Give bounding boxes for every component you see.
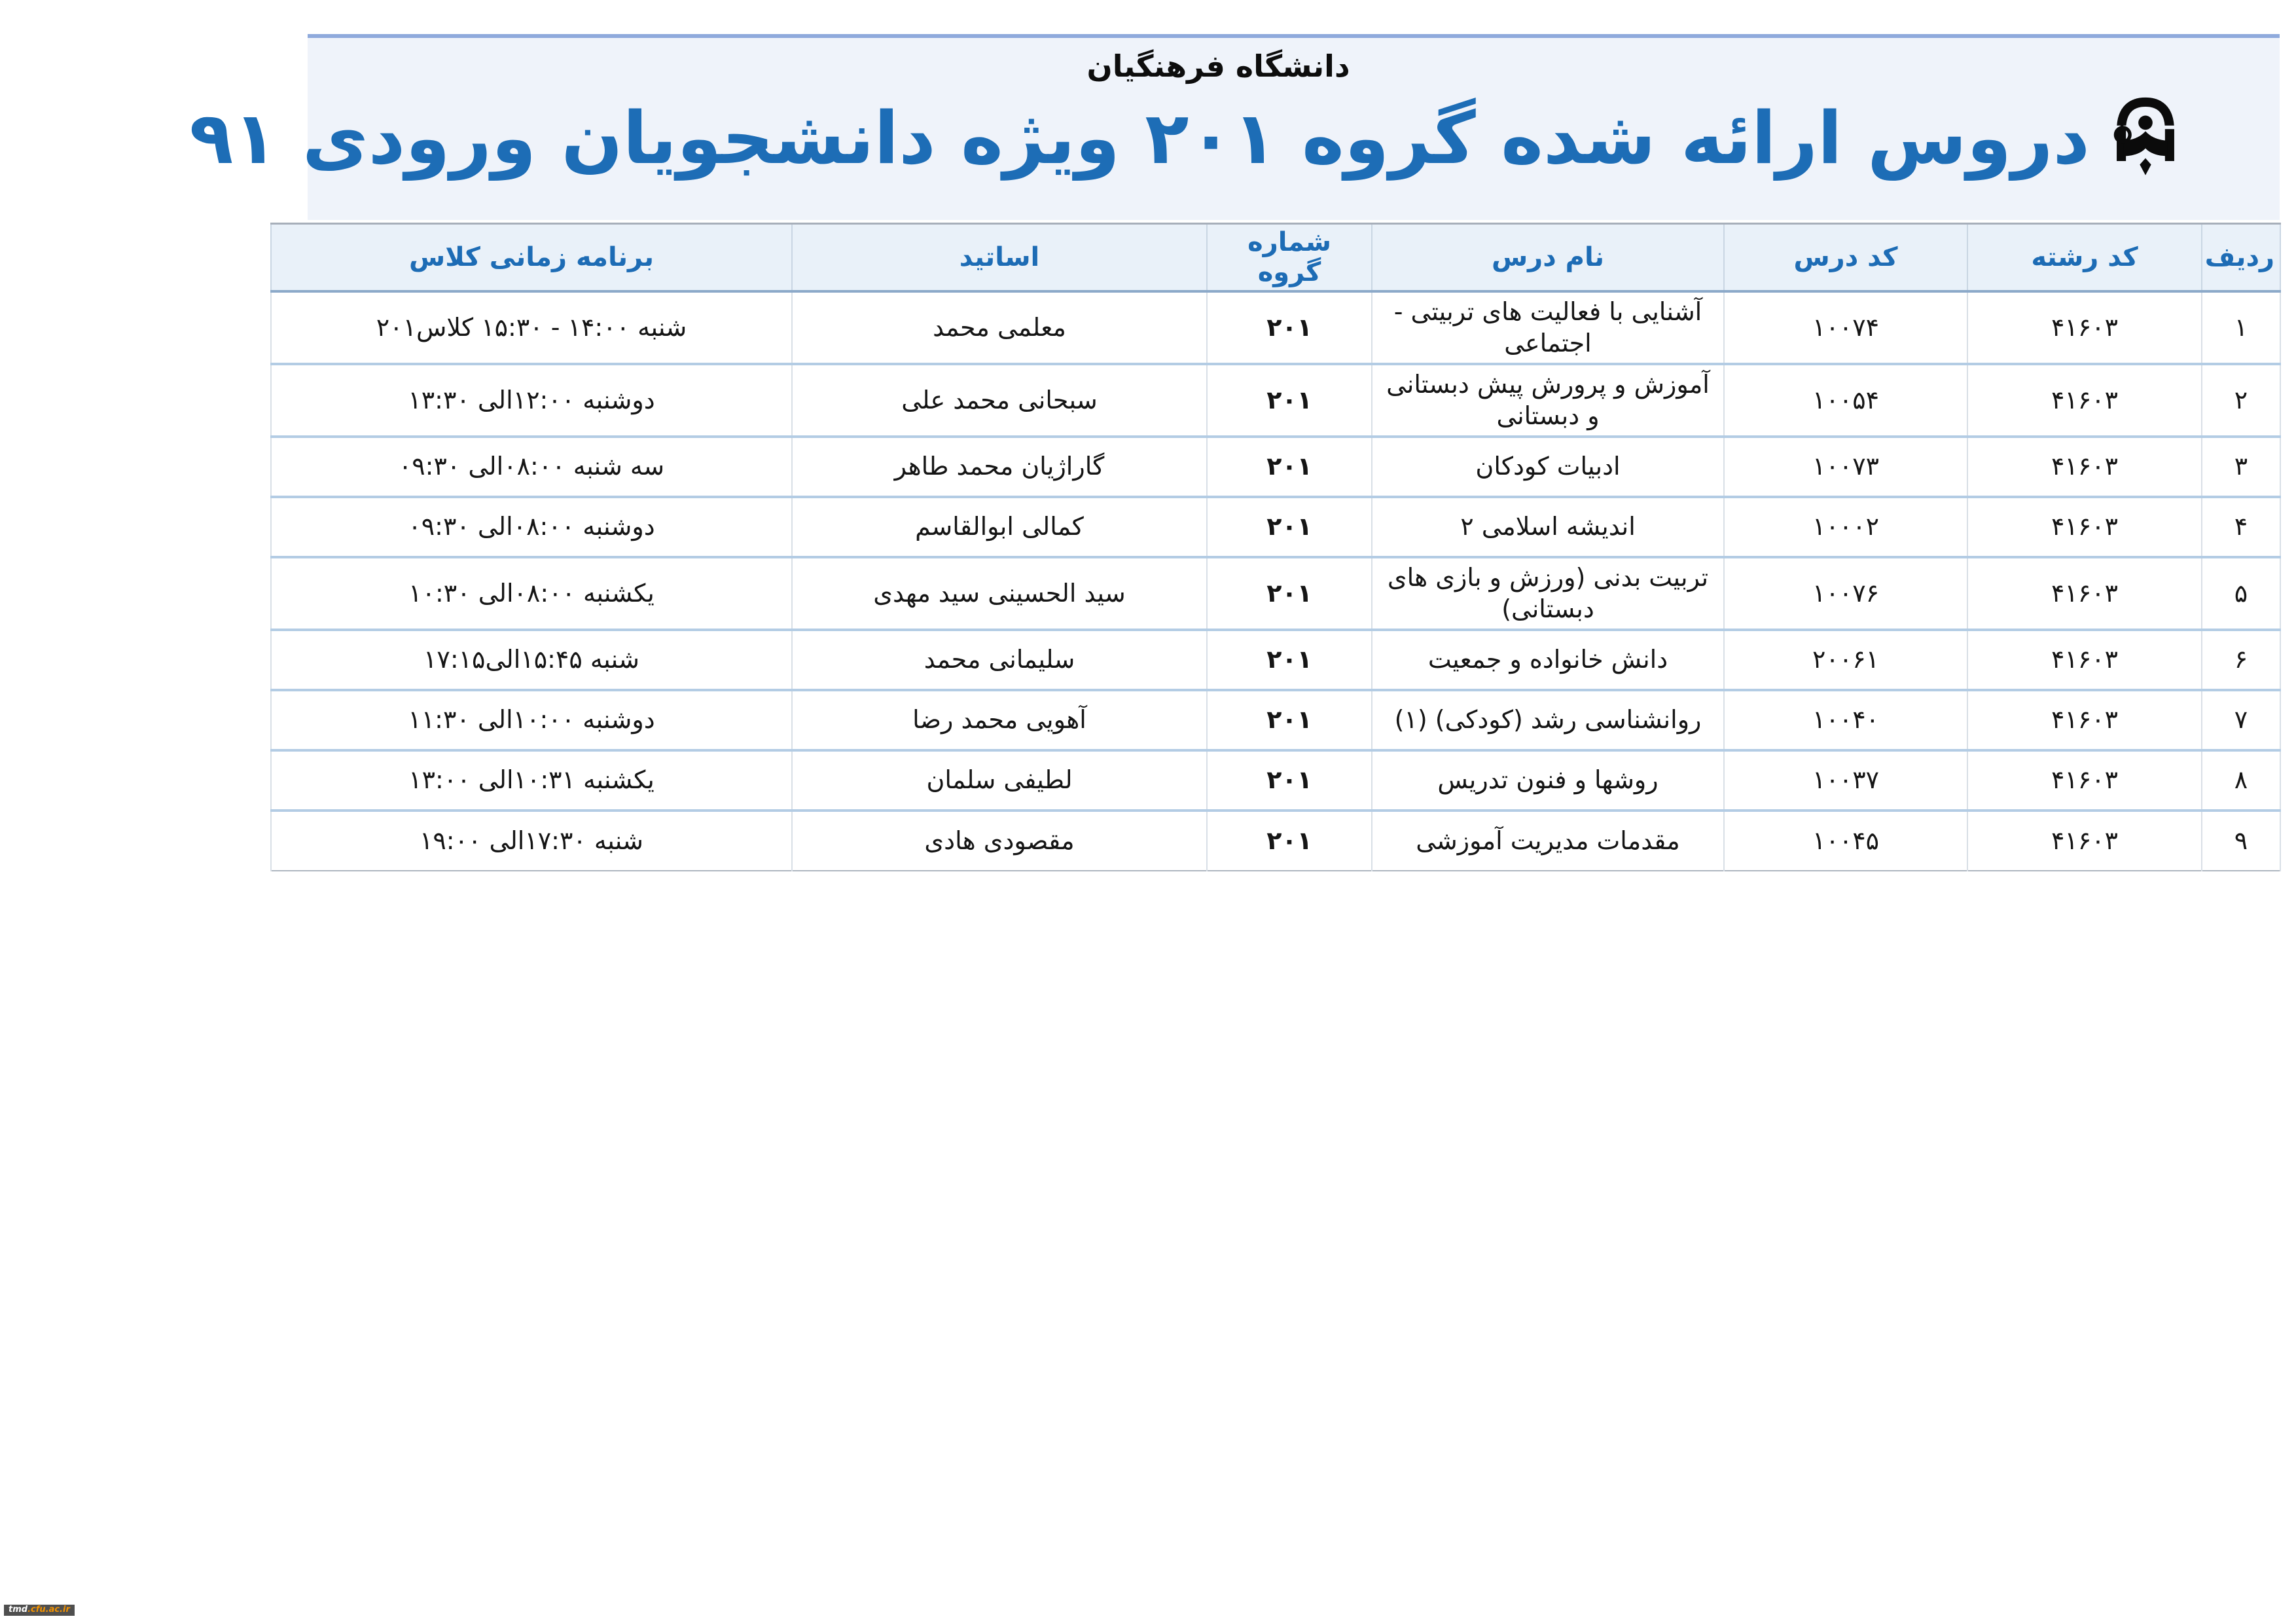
cell-group: ۲۰۱ [1207, 497, 1372, 557]
header-band [189, 34, 2280, 220]
cell-schedule: دوشنبه ۱۲:۰۰الی ۱۳:۳۰ [271, 364, 792, 437]
cell-schedule: شنبه ۱۴:۰۰ - ۱۵:۳۰ کلاس۲۰۱ [271, 291, 792, 364]
university-name: دانشگاه فرهنگیان [1086, 48, 1350, 84]
cell-group: ۲۰۱ [1207, 630, 1372, 690]
cell-reshte: ۴۱۶۰۳ [1967, 364, 2202, 437]
cell-reshte: ۴۱۶۰۳ [1967, 630, 2202, 690]
column-header-radif: ردیف [2202, 224, 2280, 292]
table-row [271, 750, 2280, 811]
cell-radif: ۱ [2202, 291, 2280, 364]
table-row [271, 811, 2280, 871]
table-row [271, 437, 2280, 497]
cell-schedule: دوشنبه ۰۸:۰۰الی ۰۹:۳۰ [271, 497, 792, 557]
cell-group: ۲۰۱ [1207, 690, 1372, 750]
table-row [271, 557, 2280, 630]
courses-table [270, 223, 2281, 871]
cell-reshte: ۴۱۶۰۳ [1967, 497, 2202, 557]
cell-code: ۱۰۰۳۷ [1724, 750, 1967, 811]
cell-code: ۱۰۰۰۲ [1724, 497, 1967, 557]
cell-schedule: شنبه ۱۵:۴۵الی۱۷:۱۵ [271, 630, 792, 690]
cell-code: ۱۰۰۷۳ [1724, 437, 1967, 497]
cell-radif: ۲ [2202, 364, 2280, 437]
table-row [271, 291, 2280, 364]
cell-ostad: آهویی محمد رضا [792, 690, 1207, 750]
cell-ostad: سلیمانی محمد [792, 630, 1207, 690]
cell-group: ۲۰۱ [1207, 811, 1372, 871]
column-header-name: نام درس [1372, 224, 1724, 292]
cell-ostad: سید الحسینی سید مهدی [792, 557, 1207, 630]
table-row [271, 630, 2280, 690]
page-title: دروس ارائه شده گروه ۲۰۱ ویژه دانشجویان ورودی ۹۱ [189, 96, 2090, 181]
university-logo-icon [2109, 94, 2181, 178]
cell-code: ۱۰۰۷۶ [1724, 557, 1967, 630]
cell-schedule: شنبه ۱۷:۳۰الی ۱۹:۰۰ [271, 811, 792, 871]
cell-reshte: ۴۱۶۰۳ [1967, 690, 2202, 750]
cell-name: آشنایی با فعالیت های تربیتی - اجتماعی [1372, 291, 1724, 364]
badge-suffix: .cfu.ac.ir [27, 1605, 70, 1614]
cell-code: ۱۰۰۴۵ [1724, 811, 1967, 871]
table-row [271, 497, 2280, 557]
cell-radif: ۸ [2202, 750, 2280, 811]
cell-name: اندیشه اسلامی ۲ [1372, 497, 1724, 557]
cell-group: ۲۰۱ [1207, 291, 1372, 364]
cell-ostad: معلمی محمد [792, 291, 1207, 364]
cell-reshte: ۴۱۶۰۳ [1967, 291, 2202, 364]
cell-radif: ۵ [2202, 557, 2280, 630]
cell-ostad: سبحانی محمد علی [792, 364, 1207, 437]
cell-schedule: یکشنبه ۱۰:۳۱الی ۱۳:۰۰ [271, 750, 792, 811]
column-header-ostad: اساتید [792, 224, 1207, 292]
column-header-schedule: برنامه زمانی کلاس [271, 224, 792, 292]
cell-group: ۲۰۱ [1207, 364, 1372, 437]
cell-radif: ۷ [2202, 690, 2280, 750]
cell-name: تربیت بدنی (ورزش و بازی های دبستانی) [1372, 557, 1724, 630]
cell-reshte: ۴۱۶۰۳ [1967, 437, 2202, 497]
cell-radif: ۹ [2202, 811, 2280, 871]
watermark-badge [4, 1605, 75, 1616]
cell-group: ۲۰۱ [1207, 557, 1372, 630]
cell-reshte: ۴۱۶۰۳ [1967, 811, 2202, 871]
badge-prefix: tmd [9, 1605, 28, 1614]
cell-code: ۱۰۰۴۰ [1724, 690, 1967, 750]
cell-schedule: یکشنبه ۰۸:۰۰الی ۱۰:۳۰ [271, 557, 792, 630]
cell-code: ۱۰۰۷۴ [1724, 291, 1967, 364]
cell-name: روانشناسی رشد (کودکی) (۱) [1372, 690, 1724, 750]
cell-name: مقدمات مدیریت آموزشی [1372, 811, 1724, 871]
cell-reshte: ۴۱۶۰۳ [1967, 750, 2202, 811]
cell-name: روشها و فنون تدریس [1372, 750, 1724, 811]
cell-code: ۲۰۰۶۱ [1724, 630, 1967, 690]
header-content [189, 38, 2090, 220]
cell-name: آموزش و پرورش پیش دبستانی و دبستانی [1372, 364, 1724, 437]
cell-radif: ۴ [2202, 497, 2280, 557]
table-row [271, 690, 2280, 750]
cell-schedule: دوشنبه ۱۰:۰۰الی ۱۱:۳۰ [271, 690, 792, 750]
cell-radif: ۳ [2202, 437, 2280, 497]
table-row [271, 364, 2280, 437]
cell-radif: ۶ [2202, 630, 2280, 690]
column-header-code: کد درس [1724, 224, 1967, 292]
cell-group: ۲۰۱ [1207, 750, 1372, 811]
cell-group: ۲۰۱ [1207, 437, 1372, 497]
cell-name: ادبیات کودکان [1372, 437, 1724, 497]
cell-reshte: ۴۱۶۰۳ [1967, 557, 2202, 630]
cell-code: ۱۰۰۵۴ [1724, 364, 1967, 437]
column-header-reshte: کد رشته [1967, 224, 2202, 292]
cell-name: دانش خانواده و جمعیت [1372, 630, 1724, 690]
cell-ostad: لطیفی سلمان [792, 750, 1207, 811]
cell-ostad: مقصودی هادی [792, 811, 1207, 871]
cell-ostad: گاراژیان محمد طاهر [792, 437, 1207, 497]
table-header-row [271, 224, 2280, 292]
cell-ostad: کمالی ابوالقاسم [792, 497, 1207, 557]
cell-schedule: سه شنبه ۰۸:۰۰الی ۰۹:۳۰ [271, 437, 792, 497]
column-header-group: شماره گروه [1207, 224, 1372, 292]
